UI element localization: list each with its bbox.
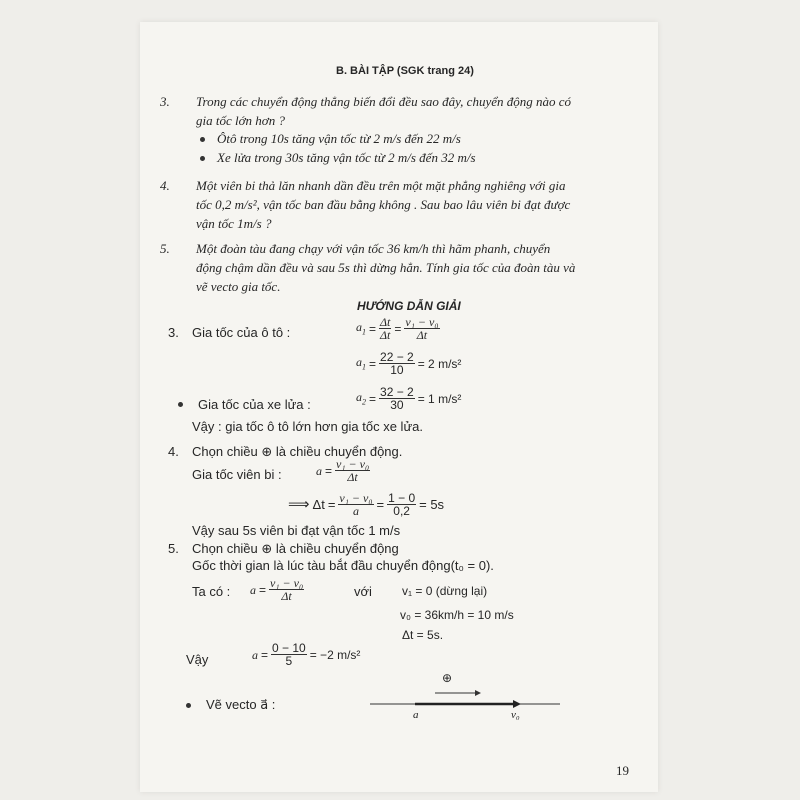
a1-symbol: $a_1$ bbox=[356, 319, 366, 337]
s3-frac-32: $\frac{32 - 2}{30}$ bbox=[380, 385, 414, 412]
s4-label: Gia tốc viên bi : bbox=[192, 467, 282, 482]
s5-vay: Vậy bbox=[186, 652, 209, 667]
vector-label: Vẽ vecto a⃗ : bbox=[206, 697, 276, 712]
problem-5-line3: vẽ vecto gia tốc. bbox=[196, 279, 281, 294]
s5-number: 5. bbox=[168, 541, 179, 556]
s4-conclusion: Vậy sau 5s viên bi đạt vận tốc 1 m/s bbox=[192, 523, 401, 538]
s5-calc: a = $\frac{0 - 10}{5}$ = −2 m/s² bbox=[252, 641, 361, 668]
s3-frac-22: $\frac{22 - 2}{10}$ bbox=[380, 350, 414, 377]
s4-line1: Chọn chiều ⊕ là chiều chuyển động. bbox=[192, 444, 403, 459]
s5-line2: Gốc thời gian là lúc tàu bắt đầu chuyển động(t₀ = 0). bbox=[192, 558, 494, 573]
s5-condition-1: v₁ = 0 (dừng lại) bbox=[402, 584, 488, 598]
problem-3-line2: gia tốc lớn hơn ? bbox=[196, 113, 285, 128]
direction-arrow-head bbox=[475, 690, 481, 696]
bullet-icon bbox=[200, 156, 205, 161]
problem-3-bullet1: Ôtô trong 10s tăng vận tốc từ 2 m/s đến 22 m/s bbox=[217, 131, 461, 146]
implies-arrow-icon: ⟹ bbox=[288, 496, 310, 513]
s3-frac-delta: $\frac{\Delta t}{\Delta t}$ bbox=[380, 315, 391, 342]
problem-5-line2: động chậm dần đều và sau 5s thì dừng hẳn. Tính gia tốc của đoàn tàu và bbox=[196, 260, 576, 275]
section-title: B. BÀI TẬP (SGK trang 24) bbox=[336, 65, 474, 77]
s3-calc2: $a_2$ = $\frac{32 - 2}{30}$ = 1 m/s² bbox=[356, 385, 462, 412]
s5-taco: Ta có : bbox=[192, 584, 231, 599]
s4-formula: a = $\frac{\text{v₁ − v₀}}{\Delta t}$ bbox=[316, 457, 370, 484]
vector-a-label: a⃗ bbox=[413, 709, 428, 721]
s3-conclusion: Vậy : gia tốc ô tô lớn hơn gia tốc xe lửa. bbox=[192, 419, 423, 434]
problem-4-number: 4. bbox=[160, 178, 170, 193]
s5-condition-3: Δt = 5s. bbox=[402, 628, 444, 642]
vector-diagram bbox=[365, 682, 565, 732]
s3-formula: $a_1$ = $\frac{\Delta t}{\Delta t}$ = $\frac{\text{v₁ − v₀}}{\Delta t}$ bbox=[356, 315, 439, 342]
problem-4-line2: tốc 0,2 m/s², vận tốc ban đầu bằng không . Sau bao lâu viên bi đạt được bbox=[196, 197, 571, 212]
s3-label: Gia tốc của ô tô : bbox=[192, 325, 291, 340]
problem-3-line1: Trong các chuyển động thẳng biến đổi đều sao đây, chuyển động nào có bbox=[196, 94, 572, 109]
velocity-arrow-head bbox=[513, 700, 521, 708]
s4-calc: ⟹ Δt = $\frac{\text{v₁ − v₀}}{a}$ = $\frac{1 - 0}{0,2}$ = 5s bbox=[288, 491, 445, 518]
s5-condition-2: v₀ = 36km/h = 10 m/s bbox=[400, 608, 514, 622]
problem-5-number: 5. bbox=[160, 241, 170, 256]
problem-3-bullet2: Xe lửa trong 30s tăng vận tốc từ 2 m/s đến 32 m/s bbox=[217, 150, 476, 165]
s3-number: 3. bbox=[168, 325, 179, 340]
s5-voi: với bbox=[354, 584, 372, 599]
textbook-page bbox=[140, 22, 658, 792]
problem-5-line1: Một đoàn tàu đang chạy với vận tốc 36 km/h thì hãm phanh, chuyển bbox=[196, 241, 551, 256]
s5-line1: Chọn chiều ⊕ là chiều chuyển động bbox=[192, 541, 399, 556]
s3-frac-v: $\frac{\text{v₁ − v₀}}{\Delta t}$ bbox=[405, 315, 439, 342]
v0-label: v₀ bbox=[511, 709, 520, 721]
problem-4-line1: Một viên bi thả lăn nhanh dần đều trên một mặt phẳng nghiêng với gia bbox=[196, 178, 566, 193]
bullet-icon bbox=[200, 137, 205, 142]
solution-heading: HƯỚNG DẪN GIẢI bbox=[357, 299, 461, 313]
bullet-icon bbox=[178, 402, 183, 407]
bullet-icon bbox=[186, 703, 191, 708]
problem-4-line3: vận tốc 1m/s ? bbox=[196, 216, 272, 231]
s3-bullet-label: Gia tốc của xe lửa : bbox=[198, 397, 311, 412]
problem-3-number: 3. bbox=[160, 94, 170, 109]
positive-direction-icon: ⊕ bbox=[442, 671, 453, 685]
s4-number: 4. bbox=[168, 444, 179, 459]
s5-formula: a = $\frac{\text{v₁ − v₀}}{\Delta t}$ bbox=[250, 576, 304, 603]
page-number: 19 bbox=[616, 763, 629, 778]
s3-calc1: $a_1$ = $\frac{22 - 2}{10}$ = 2 m/s² bbox=[356, 350, 462, 377]
